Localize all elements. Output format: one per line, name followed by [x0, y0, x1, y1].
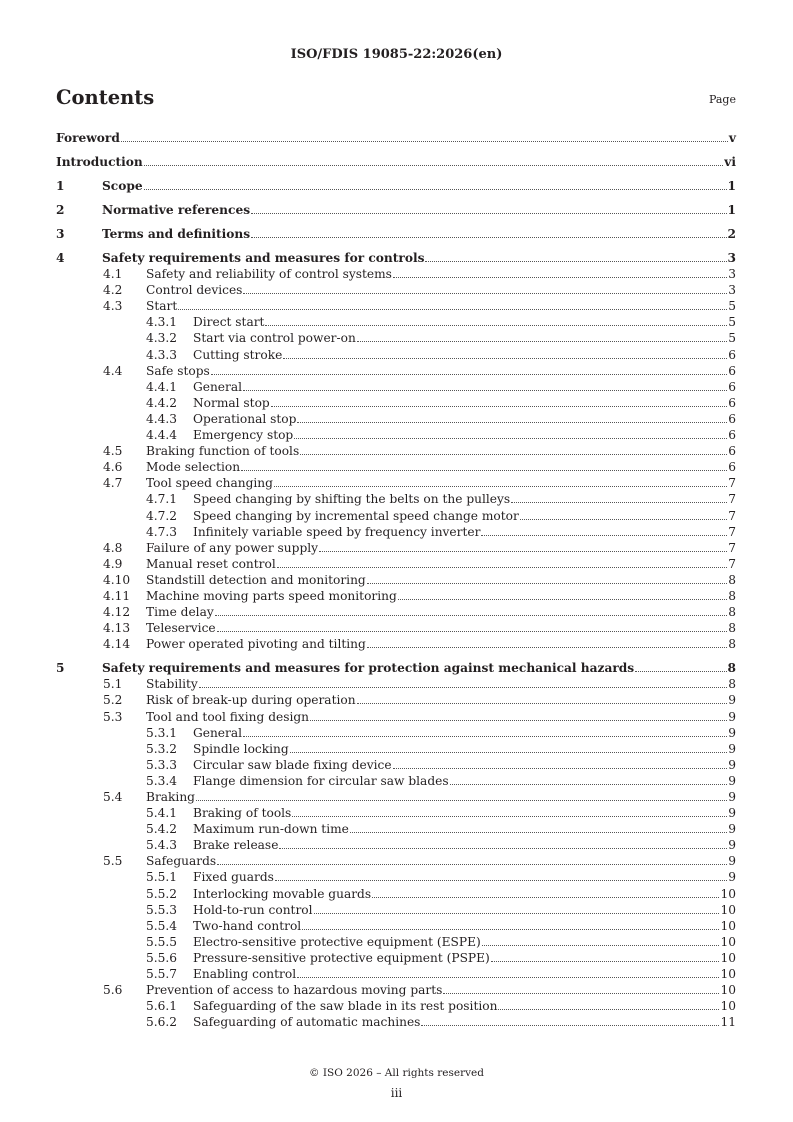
toc-entry[interactable]: [56, 965, 736, 981]
toc-dot-leader: [279, 848, 727, 849]
toc-entry-title: General: [193, 379, 242, 394]
toc-entry-number: 4.3: [103, 299, 123, 314]
toc-entry-page: 3: [727, 251, 736, 265]
toc-entry-title: Hold-to-run control: [193, 902, 313, 917]
toc-entry-page: 6: [728, 411, 736, 426]
toc-entry-title: Mode selection: [146, 460, 241, 475]
toc-entry-number: 4.2: [103, 283, 123, 298]
toc-entry-title: Infinitely variable speed by frequency inverter: [193, 524, 481, 539]
toc-entry-title: Spindle locking: [193, 741, 289, 756]
page-column-label: Page: [708, 93, 736, 106]
toc-entry[interactable]: [56, 603, 736, 619]
toc-entry-number: 4.7: [103, 476, 123, 491]
toc-entry-number: 4.8: [103, 540, 123, 555]
toc-entry[interactable]: [56, 362, 736, 378]
toc-entry-page: 3: [728, 267, 736, 282]
toc-entry-title: Speed changing by incremental speed change motor: [193, 508, 519, 523]
toc-entry-page: 9: [728, 741, 736, 756]
toc-entry-number: 5.1: [103, 677, 123, 692]
toc-entry-number: 4.14: [103, 637, 131, 652]
toc-dot-leader: [283, 358, 727, 359]
toc-entry-number: 5.4.2: [146, 822, 178, 837]
toc-entry-number: 4.3.1: [146, 315, 178, 330]
toc-entry-page: 9: [728, 822, 736, 837]
toc-dot-leader: [398, 599, 727, 600]
toc-entry[interactable]: [56, 539, 736, 555]
toc-entry[interactable]: [56, 410, 736, 426]
toc-entry[interactable]: [56, 265, 736, 281]
toc-dot-leader: [491, 961, 720, 962]
toc-entry-page: 8: [728, 588, 736, 603]
toc-entry[interactable]: [56, 297, 736, 313]
toc-entry-page: 8: [728, 677, 736, 692]
toc-entry[interactable]: [56, 329, 736, 345]
toc-dot-leader: [297, 977, 719, 978]
toc-entry-page: 10: [720, 950, 736, 965]
toc-dot-leader: [635, 671, 726, 672]
toc-entry-title: Standstill detection and monitoring: [146, 572, 366, 587]
toc-entry-number: 4.12: [103, 605, 131, 620]
toc-entry-title: Electro-sensitive protective equipment (ESPE): [193, 934, 481, 949]
toc-entry[interactable]: [56, 176, 736, 193]
toc-entry-title: Terms and definitions: [102, 227, 251, 241]
toc-entry-title: Safety requirements and measures for protection against mechanical hazards: [102, 661, 635, 676]
toc-entry-number: 1: [56, 179, 65, 193]
toc-entry-page: 9: [728, 806, 736, 821]
toc-entry-page: 9: [728, 709, 736, 724]
toc-entry-number: 5.3.1: [146, 725, 178, 740]
toc-entry-page: 6: [728, 363, 736, 378]
toc-entry-title: Control devices: [146, 283, 243, 298]
toc-entry-number: 4.10: [103, 572, 131, 587]
toc-entry-page: 10: [720, 967, 736, 982]
toc-entry-page: 5: [728, 331, 736, 346]
toc-entry-page: v: [728, 131, 736, 145]
toc-entry-title: Safeguarding of automatic machines: [193, 1015, 421, 1030]
toc-dot-leader: [199, 687, 727, 688]
toc-entry[interactable]: [56, 917, 736, 933]
toc-dot-leader: [421, 1025, 719, 1026]
toc-entry-title: Safeguards: [146, 854, 217, 869]
copyright-notice: © ISO 2026 – All rights reserved: [309, 1067, 484, 1079]
toc-entry[interactable]: [56, 619, 736, 635]
toc-entry-number: 4.9: [103, 556, 123, 571]
toc-entry[interactable]: [56, 836, 736, 852]
toc-entry[interactable]: [56, 804, 736, 820]
toc-entry-page: 9: [728, 790, 736, 804]
toc-entry-page: 9: [728, 854, 736, 869]
toc-entry-number: 4.4.1: [146, 379, 178, 394]
toc-entry-title: Normal stop: [193, 395, 270, 410]
toc-entry-number: 5.4: [103, 790, 123, 804]
toc-dot-leader: [520, 519, 727, 520]
toc-dot-leader: [275, 880, 727, 881]
toc-entry-title: Normative references: [102, 203, 251, 217]
toc-entry[interactable]: [56, 224, 736, 241]
toc-entry-number: 4.3.2: [146, 331, 178, 346]
toc-entry[interactable]: [56, 426, 736, 442]
toc-entry-page: 5: [728, 299, 736, 314]
table-of-contents: [56, 128, 736, 1029]
toc-entry-page: 10: [720, 999, 736, 1014]
toc-entry-number: 4.3.3: [146, 347, 178, 362]
toc-entry-page: 11: [720, 1015, 736, 1030]
toc-entry-page: 10: [720, 886, 736, 901]
toc-entry[interactable]: [56, 555, 736, 571]
toc-dot-leader: [481, 535, 727, 536]
toc-entry-page: 1: [727, 179, 736, 193]
toc-entry-page: 6: [728, 347, 736, 362]
toc-dot-leader: [217, 631, 728, 632]
toc-dot-leader: [357, 703, 728, 704]
toc-entry[interactable]: [56, 394, 736, 410]
toc-entry-title: Introduction: [56, 155, 143, 169]
toc-dot-leader: [144, 189, 727, 190]
toc-entry[interactable]: [56, 442, 736, 458]
toc-entry-title: Start via control power-on: [193, 331, 356, 346]
toc-entry-title: Direct start: [193, 315, 265, 330]
toc-entry[interactable]: [56, 675, 736, 691]
toc-entry-title: Failure of any power supply: [146, 540, 319, 555]
toc-dot-leader: [393, 768, 728, 769]
toc-entry-number: 5.5.1: [146, 870, 178, 885]
toc-entry-number: 4.4.2: [146, 395, 178, 410]
toc-dot-leader: [297, 422, 727, 423]
toc-entry[interactable]: [56, 933, 736, 949]
toc-entry-number: 5.3.4: [146, 773, 178, 788]
toc-entry-title: Risk of break-up during operation: [146, 693, 356, 708]
toc-dot-leader: [265, 325, 727, 326]
toc-entry-page: 10: [720, 902, 736, 917]
toc-entry-number: 4.7.3: [146, 524, 178, 539]
toc-entry-page: 7: [728, 476, 736, 491]
toc-entry[interactable]: [56, 635, 736, 651]
toc-entry-page: 10: [720, 934, 736, 949]
contents-heading: Contents: [56, 86, 155, 109]
toc-entry-title: Teleservice: [146, 621, 216, 636]
toc-entry-number: 4.11: [103, 588, 131, 603]
toc-entry[interactable]: [56, 313, 736, 329]
toc-entry[interactable]: [56, 474, 736, 490]
toc-dot-leader: [511, 502, 727, 503]
toc-dot-leader: [211, 374, 727, 375]
toc-entry-page: 6: [728, 395, 736, 410]
toc-entry-number: 5.6.1: [146, 999, 178, 1014]
toc-entry-title: Safety and reliability of control systems: [146, 267, 392, 282]
toc-entry[interactable]: [56, 868, 736, 884]
toc-entry-page: 9: [728, 838, 736, 853]
toc-entry-page: 8: [728, 621, 736, 636]
toc-dot-leader: [196, 800, 727, 801]
toc-entry-title: Safety requirements and measures for controls: [102, 251, 425, 265]
toc-entry-page: 8: [728, 637, 736, 652]
toc-dot-leader: [314, 913, 720, 914]
toc-entry[interactable]: [56, 740, 736, 756]
toc-dot-leader: [144, 165, 723, 166]
toc-entry-number: 5.4.1: [146, 806, 178, 821]
toc-entry-number: 3: [56, 227, 65, 241]
toc-dot-leader: [443, 993, 719, 994]
toc-entry-number: 5.2: [103, 693, 123, 708]
toc-entry[interactable]: [56, 901, 736, 917]
toc-entry-number: 5.5.6: [146, 950, 178, 965]
toc-entry-page: 7: [728, 524, 736, 539]
toc-entry-page: 9: [728, 773, 736, 788]
toc-entry[interactable]: [56, 128, 736, 145]
toc-entry-number: 4.7.2: [146, 508, 178, 523]
toc-dot-leader: [277, 567, 728, 568]
toc-entry[interactable]: [56, 884, 736, 900]
toc-dot-leader: [274, 486, 727, 487]
toc-entry-number: 4.13: [103, 621, 131, 636]
toc-dot-leader: [482, 945, 720, 946]
toc-entry-title: Flange dimension for circular saw blades: [193, 773, 449, 788]
toc-entry-title: Manual reset control: [146, 556, 276, 571]
toc-entry-page: 9: [728, 725, 736, 740]
toc-entry-title: Brake release: [193, 838, 279, 853]
toc-entry-title: Circular saw blade fixing device: [193, 757, 392, 772]
toc-entry-title: Enabling control: [193, 967, 297, 982]
toc-entry-title: Interlocking movable guards: [193, 886, 372, 901]
toc-entry[interactable]: [56, 691, 736, 707]
toc-entry-page: 3: [728, 283, 736, 298]
toc-entry-title: Machine moving parts speed monitoring: [146, 588, 397, 603]
toc-entry-number: 5: [56, 661, 65, 676]
toc-dot-leader: [178, 309, 727, 310]
toc-dot-leader: [215, 615, 728, 616]
toc-entry-page: vi: [724, 155, 736, 169]
toc-dot-leader: [302, 929, 719, 930]
toc-entry-page: 9: [728, 693, 736, 708]
toc-entry-page: 9: [728, 870, 736, 885]
toc-dot-leader: [290, 752, 728, 753]
toc-entry-title: Tool speed changing: [146, 476, 273, 491]
toc-entry-page: 6: [728, 428, 736, 443]
toc-entry-number: 4.4: [103, 363, 123, 378]
toc-entry-number: 4.4.4: [146, 428, 178, 443]
toc-entry[interactable]: [56, 756, 736, 772]
toc-entry-page: 7: [728, 508, 736, 523]
toc-entry-number: 5.3.3: [146, 757, 178, 772]
toc-entry[interactable]: [56, 1013, 736, 1029]
toc-entry-title: Time delay: [146, 605, 214, 620]
toc-entry[interactable]: [56, 200, 736, 217]
toc-entry[interactable]: [56, 523, 736, 539]
toc-dot-leader: [243, 736, 727, 737]
toc-entry-number: 5.5: [103, 854, 123, 869]
toc-entry-title: Scope: [102, 179, 143, 193]
toc-dot-leader: [357, 341, 727, 342]
toc-entry-number: 4.7.1: [146, 492, 178, 507]
toc-entry[interactable]: [56, 587, 736, 603]
toc-entry-number: 4: [56, 251, 65, 265]
toc-entry-page: 1: [727, 203, 736, 217]
toc-dot-leader: [450, 784, 728, 785]
toc-entry-number: 2: [56, 203, 65, 217]
toc-dot-leader: [300, 454, 727, 455]
toc-entry-page: 6: [728, 460, 736, 475]
toc-entry[interactable]: [56, 724, 736, 740]
toc-entry-title: Fixed guards: [193, 870, 274, 885]
toc-entry-title: Start: [146, 299, 178, 314]
toc-dot-leader: [243, 293, 727, 294]
toc-entry-number: 5.4.3: [146, 838, 178, 853]
toc-entry-number: 5.5.4: [146, 918, 178, 933]
toc-dot-leader: [243, 390, 727, 391]
toc-entry-number: 5.6: [103, 983, 123, 998]
toc-entry-title: Power operated pivoting and tilting: [146, 637, 366, 652]
toc-entry-page: 6: [728, 444, 736, 459]
toc-dot-leader: [350, 832, 727, 833]
toc-entry[interactable]: [56, 490, 736, 506]
toc-entry-number: 5.5.5: [146, 934, 178, 949]
toc-entry-title: Safeguarding of the saw blade in its rest position: [193, 999, 498, 1014]
toc-entry-number: 5.3.2: [146, 741, 178, 756]
toc-dot-leader: [372, 897, 719, 898]
toc-entry-number: 4.5: [103, 444, 123, 459]
toc-entry[interactable]: [56, 378, 736, 394]
toc-entry-title: Operational stop: [193, 411, 297, 426]
toc-entry-title: Two-hand control: [193, 918, 302, 933]
toc-entry-page: 5: [728, 315, 736, 330]
page-number: iii: [390, 1086, 403, 1100]
toc-entry-page: 9: [728, 757, 736, 772]
toc-entry[interactable]: [56, 820, 736, 836]
toc-entry[interactable]: [56, 152, 736, 169]
toc-dot-leader: [217, 864, 727, 865]
toc-entry-title: Emergency stop: [193, 428, 294, 443]
toc-entry[interactable]: [56, 788, 736, 804]
toc-entry-number: 5.5.2: [146, 886, 178, 901]
toc-entry-number: 4.6: [103, 460, 123, 475]
toc-dot-leader: [425, 261, 726, 262]
toc-dot-leader: [241, 470, 727, 471]
toc-entry-number: 5.3: [103, 709, 123, 724]
toc-dot-leader: [367, 647, 727, 648]
toc-entry[interactable]: [56, 707, 736, 723]
document-identifier: ISO/FDIS 19085-22:2026(en): [290, 47, 503, 62]
toc-entry-title: Braking of tools: [193, 806, 292, 821]
toc-entry-title: Braking: [146, 790, 195, 804]
toc-entry[interactable]: [56, 571, 736, 587]
toc-entry[interactable]: [56, 506, 736, 522]
toc-entry-title: Tool and tool fixing design: [146, 709, 310, 724]
toc-dot-leader: [367, 583, 728, 584]
toc-entry-number: 4.1: [103, 267, 123, 282]
toc-entry-page: 8: [728, 572, 736, 587]
toc-entry[interactable]: [56, 658, 736, 675]
toc-entry-title: General: [193, 725, 242, 740]
toc-entry-page: 7: [728, 540, 736, 555]
toc-entry[interactable]: [56, 458, 736, 474]
toc-entry[interactable]: [56, 949, 736, 965]
toc-dot-leader: [319, 551, 727, 552]
toc-dot-leader: [294, 438, 727, 439]
toc-entry-title: Safe stops: [146, 363, 210, 378]
toc-dot-leader: [292, 816, 727, 817]
toc-entry-number: 5.5.7: [146, 967, 178, 982]
toc-entry-page: 6: [728, 379, 736, 394]
toc-dot-leader: [393, 277, 727, 278]
toc-entry-page: 10: [720, 918, 736, 933]
toc-entry[interactable]: [56, 772, 736, 788]
toc-entry-title: Cutting stroke: [193, 347, 283, 362]
toc-entry-page: 8: [728, 605, 736, 620]
toc-entry[interactable]: [56, 852, 736, 868]
toc-entry[interactable]: [56, 345, 736, 361]
toc-entry-number: 5.6.2: [146, 1015, 178, 1030]
toc-entry-number: 5.5.3: [146, 902, 178, 917]
toc-entry-title: Pressure-sensitive protective equipment (PSPE): [193, 950, 490, 965]
toc-dot-leader: [498, 1009, 719, 1010]
toc-entry[interactable]: [56, 248, 736, 265]
toc-entry-number: 4.4.3: [146, 411, 178, 426]
toc-entry-page: 2: [727, 227, 736, 241]
toc-entry-page: 7: [728, 492, 736, 507]
toc-entry[interactable]: [56, 981, 736, 997]
toc-entry-page: 10: [720, 983, 736, 998]
toc-dot-leader: [310, 720, 727, 721]
toc-entry[interactable]: [56, 281, 736, 297]
toc-dot-leader: [251, 213, 726, 214]
toc-entry-page: 7: [728, 556, 736, 571]
toc-dot-leader: [251, 237, 726, 238]
toc-entry-title: Prevention of access to hazardous moving parts: [146, 983, 443, 998]
toc-entry-title: Speed changing by shifting the belts on the pulleys: [193, 492, 511, 507]
toc-entry-title: Foreword: [56, 131, 120, 145]
toc-entry-title: Stability: [146, 677, 198, 692]
toc-dot-leader: [271, 406, 728, 407]
toc-entry-title: Braking function of tools: [146, 444, 300, 459]
toc-entry-title: Maximum run-down time: [193, 822, 349, 837]
toc-entry-page: 8: [727, 661, 736, 676]
toc-dot-leader: [121, 141, 728, 142]
toc-entry[interactable]: [56, 997, 736, 1013]
